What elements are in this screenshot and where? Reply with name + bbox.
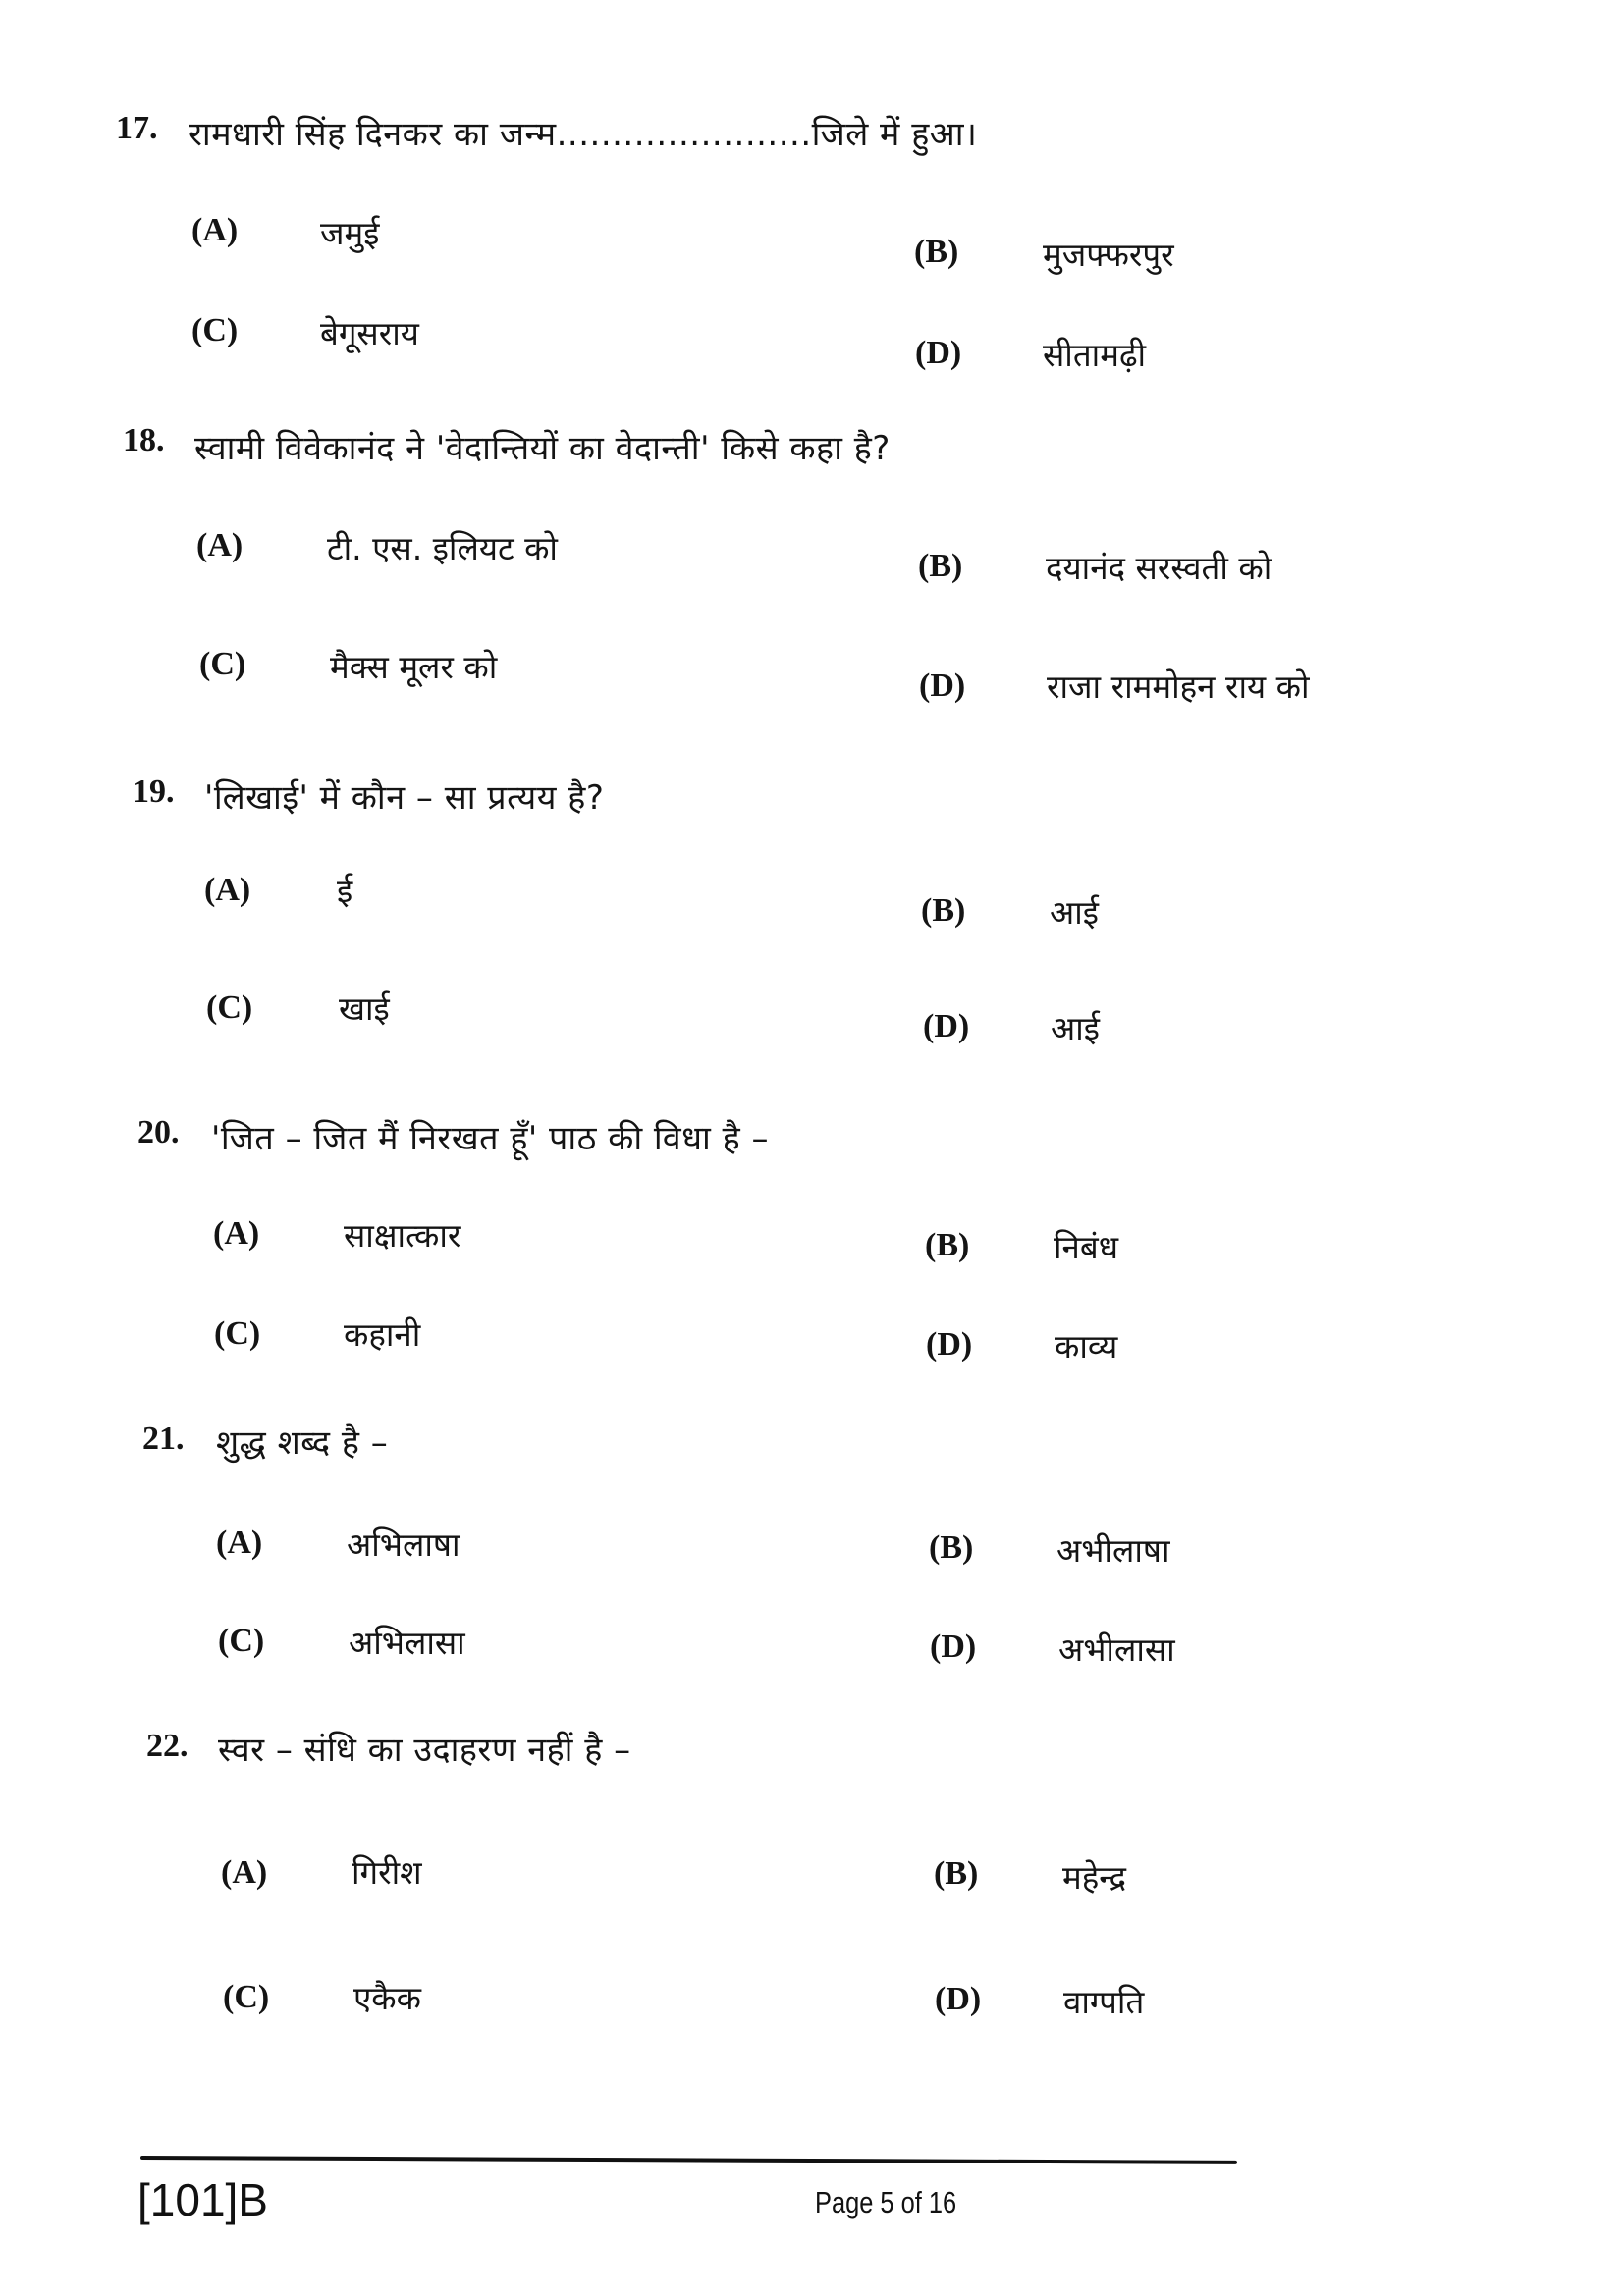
option-label-d: (D) — [930, 1629, 977, 1665]
paper-code: [101]B — [137, 2174, 268, 2225]
option-label-d: (D) — [915, 335, 962, 371]
option-text-a: गिरीश — [352, 1853, 422, 1892]
option-text-d: राजा राममोहन राय को — [1047, 667, 1310, 706]
option-text-b: महेन्द्र — [1062, 1858, 1126, 1896]
option-label-c: (C) — [214, 1315, 261, 1352]
option-label-b: (B) — [925, 1227, 970, 1263]
option-text-a: ई — [337, 872, 353, 910]
option-text-d: सीतामढ़ी — [1043, 336, 1147, 374]
option-label-b: (B) — [921, 892, 966, 929]
option-text-b: निबंध — [1054, 1228, 1118, 1266]
option-text-a: साक्षात्कार — [344, 1216, 461, 1255]
footer-divider — [140, 2156, 1237, 2164]
option-label-b: (B) — [914, 234, 959, 270]
option-label-a: (A) — [216, 1524, 263, 1561]
option-label-b: (B) — [929, 1529, 974, 1566]
question-number: 21. — [142, 1420, 185, 1457]
option-text-d: अभीलासा — [1058, 1630, 1175, 1669]
question-number: 20. — [137, 1114, 180, 1150]
option-text-b: दयानंद सरस्वती को — [1046, 549, 1272, 587]
option-label-c: (C) — [223, 1979, 270, 2015]
page-number: Page 5 of 16 — [815, 2185, 957, 2219]
option-text-a: जमुई — [320, 214, 380, 252]
option-label-b: (B) — [934, 1855, 979, 1892]
option-text-b: आई — [1050, 893, 1099, 932]
option-text-c: मैक्स मूलर को — [330, 648, 498, 686]
question-text: स्वामी विवेकानंद ने 'वेदान्तियों का वेदान्ती' किसे कहा है? — [194, 429, 891, 468]
option-label-c: (C) — [218, 1623, 265, 1659]
option-label-a: (A) — [196, 527, 244, 563]
question-text: 'लिखाई' में कौन – सा प्रत्यय है? — [204, 778, 605, 818]
option-label-b: (B) — [918, 548, 963, 584]
question-text: स्वर – संधि का उदाहरण नहीं है – — [218, 1731, 631, 1770]
question-number: 19. — [133, 774, 175, 810]
question-number: 17. — [116, 110, 158, 146]
option-label-d: (D) — [919, 667, 966, 704]
option-text-c: बेगूसराय — [320, 314, 419, 352]
option-label-d: (D) — [935, 1981, 982, 2017]
option-label-a: (A) — [191, 212, 239, 248]
option-label-c: (C) — [191, 312, 239, 348]
option-label-c: (C) — [206, 989, 253, 1026]
option-text-b: मुजफ्फरपुर — [1043, 236, 1174, 274]
question-number: 22. — [146, 1728, 189, 1764]
option-label-a: (A) — [221, 1854, 268, 1891]
option-label-d: (D) — [926, 1326, 973, 1362]
option-label-d: (D) — [923, 1008, 970, 1044]
option-label-a: (A) — [204, 872, 251, 908]
option-text-c: अभिलासा — [349, 1624, 465, 1662]
option-text-a: टी. एस. इलियट को — [327, 529, 558, 567]
option-text-c: खाई — [339, 989, 390, 1028]
option-text-b: अभीलाषा — [1056, 1531, 1170, 1570]
option-text-c: कहानी — [344, 1315, 421, 1354]
question-text: 'जित – जित मैं निरखत हूँ' पाठ की विधा है – — [211, 1119, 770, 1158]
option-text-a: अभिलाषा — [347, 1525, 460, 1564]
option-text-d: आई — [1051, 1009, 1100, 1047]
option-text-c: एकैक — [353, 1979, 421, 2017]
question-text: रामधारी सिंह दिनकर का जन्म.......................जिले में हुआ। — [189, 115, 978, 154]
option-label-a: (A) — [213, 1215, 260, 1252]
option-text-d: काव्य — [1055, 1327, 1118, 1365]
question-text: शुद्ध शब्द है – — [216, 1423, 389, 1463]
option-label-c: (C) — [199, 646, 246, 682]
option-text-d: वाग्पति — [1063, 1983, 1145, 2021]
question-number: 18. — [123, 422, 165, 458]
